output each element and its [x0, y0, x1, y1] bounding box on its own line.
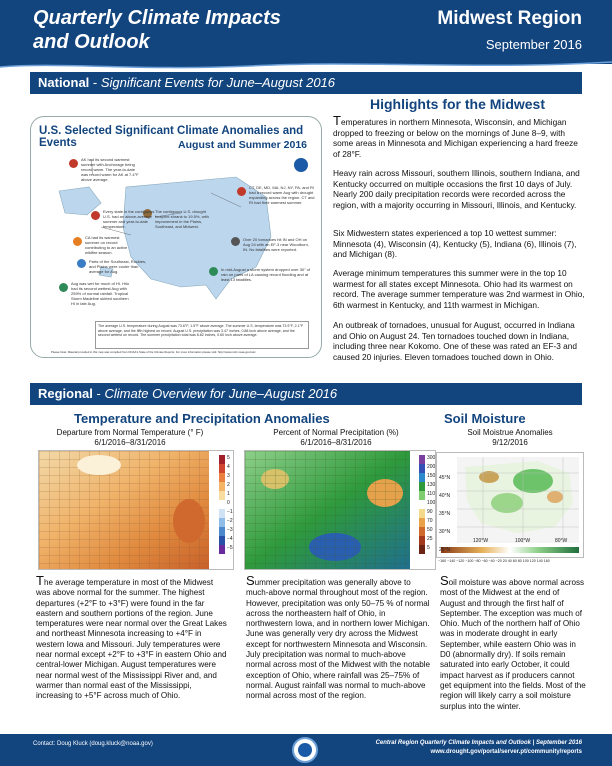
- soil-scale-labels: −160 −140 −120 −100 −80 −60 −40 −20 20 40 60 80 100 120 140 160: [438, 559, 550, 563]
- highlights-title: Highlights for the Midwest: [370, 96, 545, 112]
- precip-color-scale: [419, 455, 425, 554]
- footer-publication-name: Central Region Quarterly Climate Impacts and Outlook | September 2016: [375, 740, 582, 746]
- temp-anomaly-map: [38, 450, 234, 570]
- regional-label: Regional: [38, 386, 93, 401]
- soil-lon-label: 120°W: [473, 538, 489, 544]
- soil-lon-label: 100°W: [515, 538, 531, 544]
- footer-url-link[interactable]: www.drought.gov/portal/server.pt/community/reports: [430, 749, 582, 755]
- highlight-paragraph: Temperatures in northern Minnesota, Wisconsin, and Michigan dropped to freezing or below on the mornings of June 8–9, with some areas in Minnesota and Michigan experiencing a hard freeze of 28°F.: [333, 113, 578, 159]
- temp-anomaly-map-graphic: [39, 451, 233, 569]
- warm-event-icon: [91, 211, 100, 220]
- wildfire-event-icon: [73, 237, 82, 246]
- cool-event-icon: [77, 259, 86, 268]
- national-subtitle: Significant Events for June–August 2016: [100, 75, 336, 90]
- temp-precip-title: Temperature and Precipitation Anomalies: [74, 411, 330, 426]
- soil-moisture-map: [436, 452, 584, 558]
- tornado-event-icon: [231, 237, 240, 246]
- regional-section-bar: Regional - Climate Overview for June–August 2016: [30, 383, 582, 405]
- soil-moisture-summary-text: Soil moisture was above normal across most of the Midwest at the end of August and through the first half of September. The exception was much of Ohio. Much of the northern half of Ohio was in moderate drought in early September, while eastern Ohio was in D0 (abnormally dry). If soils remain saturated into early October, it could impact harvest as if producers cannot get equipment into the fields. Most of the region will likely carry a soil moisture surplus into the winter.: [440, 573, 586, 711]
- temp-map-caption-title: Departure from Normal Temperature (° F): [56, 428, 204, 437]
- temp-scale-labels: 5 4 3 2 1 0 −1 −2 −3 −4 −5: [227, 455, 233, 551]
- precip-map-caption-title: Percent of Normal Precipitation (%): [273, 428, 399, 437]
- soil-lat-labels: 45°N 40°N 35°N 30°N 25°N: [439, 475, 451, 553]
- precip-anomaly-map: [244, 450, 436, 570]
- warm-event-icon: [69, 159, 78, 168]
- highlight-paragraph: An outbreak of tornadoes, unusual for August, occurred in Indiana and Ohio on August 24. Ten tornadoes touched down in Indiana, including three near Kokomo. One of these was rated an EF-3 and caused 20 injuries. Eleven tornadoes touched down in Ohio.: [333, 320, 577, 362]
- wet-event-icon: [59, 283, 68, 292]
- temp-map-caption: [30, 428, 230, 448]
- map-subtitle: August and Summer 2016: [178, 139, 307, 151]
- region-title: Midwest Region: [437, 8, 582, 29]
- issue-date: September 2016: [485, 37, 582, 52]
- national-section-bar: National - Significant Events for June–August 2016: [30, 72, 582, 94]
- precipitation-summary-text: Summer precipitation was generally above to much-above normal throughout most of the region. However, precipitation was only 50–75 % of normal across the northeastern half of Ohio, in northwestern Iowa, and in northern lower Michigan. June was generally very dry across the Midwest except for northwestern Minnesota and Wisconsin. July precipitation was normal to much-above normal across most of the Midwest with the notable exception of Ohio, where rainfall was 25–75% of normal. August rainfall was normal to much-above normal across most of the region.: [246, 573, 430, 701]
- map-note-us-temp: Every state in the contiguous U.S. had an above-average summer and year-to-date temperature.: [103, 209, 155, 229]
- precip-scale-labels: 300 200 150 130 110 100 90 70 50 25 5: [427, 455, 436, 551]
- publication-title-line1: Quarterly Climate Impacts: [33, 7, 281, 29]
- map-source-note: Please Note: Material provided in this map was compiled from NOAA's State of the Climate Reports. For more information please visit: http://www.ncdc.noaa.gov/sotc: [51, 350, 256, 354]
- highlight-paragraph: Average minimum temperatures this summer were in the top 10 warmest for all states except Minnesota. Ohio had its warmest on record. The average summer temperature was 2nd warmest in Ohio, 6th warmest in Kentucky, and 11th warmest in Michigan.: [333, 268, 585, 310]
- temp-color-scale: [219, 455, 225, 554]
- highlight-paragraph: Six Midwestern states experienced a top 10 wettest summer: Minnesota (4), Wisconsin (4), Kentucky (5), Indiana (6), Illinois (7), and Michigan (8).: [333, 228, 577, 259]
- contact-info: Contact: Doug Kluck (doug.kluck@noaa.gov): [33, 741, 153, 747]
- map-note-tornadoes: Over 20 tornadoes hit IN and OH on Aug 24 with an EF-3 near Woodburn, IN. No fatalities were reported.: [243, 237, 309, 252]
- map-note-northeast: CT, DE, MD, MA, NJ, NY, PA, and RI had a record warm Aug with drought expanding across the region. CT and RI had their warmest summer.: [249, 185, 315, 205]
- soil-moisture-title: Soil Moisture: [444, 411, 526, 426]
- flood-event-icon: [209, 267, 218, 276]
- map-summary-box: The average U.S. temperature during August was 73.6°F, 1.5°F above average. The summer U.S. temperature was 73.9°F, 2.1°F above average, and the fifth highest on record. August U.S. precipitation was 3.47 inches, 0.88 inch above average, and the second wettest on record. The summer precipitation total was 8.82 inches, 0.60 inch above average.: [95, 321, 309, 349]
- page-header: [0, 0, 612, 64]
- warm-event-icon: [237, 187, 246, 196]
- map-note-drought: The contiguous U.S. drought footprint shrank to 19.5%, with improvement in the Plains, Southeast, and Midwest.: [155, 209, 209, 229]
- regional-subtitle: Climate Overview for June–August 2016: [104, 386, 338, 401]
- soil-map-caption-title: Soil Moistrue Anomalies: [467, 428, 553, 437]
- map-note-southeast: Parts of the Southeast, Rockies, and Plains were cooler than average for Aug.: [89, 259, 147, 274]
- national-label: National: [38, 75, 90, 90]
- highlight-paragraph: Heavy rain across Missouri, southern Illinois, southern Indiana, and Kentucky occurred on multiple occasions the first 10 days of July. Nearly 200 daily precipitation records were recorded across the region, with a majority occurring in Missouri, Illinois, and Kentucky.: [333, 168, 580, 210]
- precip-anomaly-map-graphic: [245, 451, 435, 569]
- temperature-summary-text: The average temperature in most of the Midwest was above normal for the summer. The highest departures (+2°F to +3°F) were found in the far eastern and southern portions of the region. June temperatures were near normal over the Great Lakes and northeast Minnesota increasing to +4°F in western Iowa and Missouri. July temperatures were near normal except +2°F to +3°F in eastern Ohio and central-lower Michigan. August temperatures were near normal west of the Mississippi River and, and warmer than normal east of the Mississippi, increasing to +5°F across much of Ohio.: [36, 573, 227, 701]
- publication-title-line2: and Outlook: [33, 31, 150, 53]
- map-title: U.S. Selected Significant Climate Anomalies and Events: [39, 125, 304, 149]
- page-footer: [0, 734, 612, 766]
- soil-lon-label: 80°W: [555, 538, 568, 544]
- national-anomalies-map: [30, 116, 322, 358]
- map-note-ak: AK had its second warmest summer with Anchorage being record warm. The year-to-date was record warm for AK at 7.4°F above average.: [81, 157, 139, 182]
- noaa-logo-icon: [292, 737, 318, 763]
- temp-map-caption-dates: 6/1/2016–8/31/2016: [94, 438, 166, 447]
- header-wave-decoration: [0, 58, 612, 70]
- map-note-ca: CA had its warmest summer on record contributing to an active wildfire season.: [85, 235, 128, 255]
- precip-map-caption: [236, 428, 436, 448]
- map-note-hi: Aug was wet for much of HI. Hilo had its second wettest Aug with 259% of normal rainfall. Tropical Storm Madeline skirted southern HI in late Aug.: [71, 281, 130, 306]
- soil-map-caption: [440, 428, 580, 448]
- soil-map-caption-date: 9/12/2016: [492, 438, 528, 447]
- precip-map-caption-dates: 6/1/2016–8/31/2016: [300, 438, 372, 447]
- map-note-la-flood: In mid-August a storm system dropped over 30" of rain on parts of LA causing record flooding and at least 13 fatalities.: [221, 267, 311, 282]
